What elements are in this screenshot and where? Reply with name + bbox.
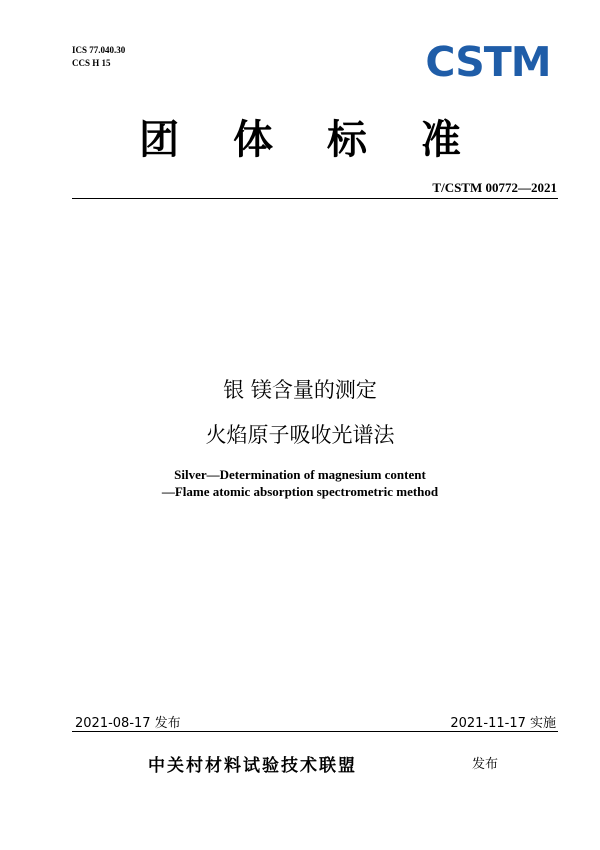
standard-number: T/CSTM 00772—2021 xyxy=(432,180,557,195)
chinese-title-line1: 银 镁含量的测定 xyxy=(223,378,377,402)
english-title-line2: —Flame atomic absorption spectrometric method xyxy=(161,484,439,499)
logo-text: CSTM xyxy=(425,40,551,82)
issue-date: 2021-08-17 发布 xyxy=(75,716,181,731)
chinese-title-line2: 火焰原子吸收光谱法 xyxy=(205,423,395,447)
english-title-line1: Silver—Determination of magnesium content xyxy=(174,467,426,482)
publishing-organization: 中关村材料试验技术联盟 xyxy=(148,756,357,776)
ccs-code: CCS H 15 xyxy=(72,58,111,68)
publish-label: 发布 xyxy=(472,757,499,772)
footer-divider xyxy=(72,731,558,732)
classification-codes xyxy=(72,44,125,70)
implementation-date: 2021-11-17 实施 xyxy=(450,716,556,731)
ics-code: ICS 77.040.30 xyxy=(72,45,126,55)
cstm-logo xyxy=(418,40,558,82)
header-divider xyxy=(72,198,558,199)
document-type-title: 团 体 标 准 xyxy=(139,117,481,163)
